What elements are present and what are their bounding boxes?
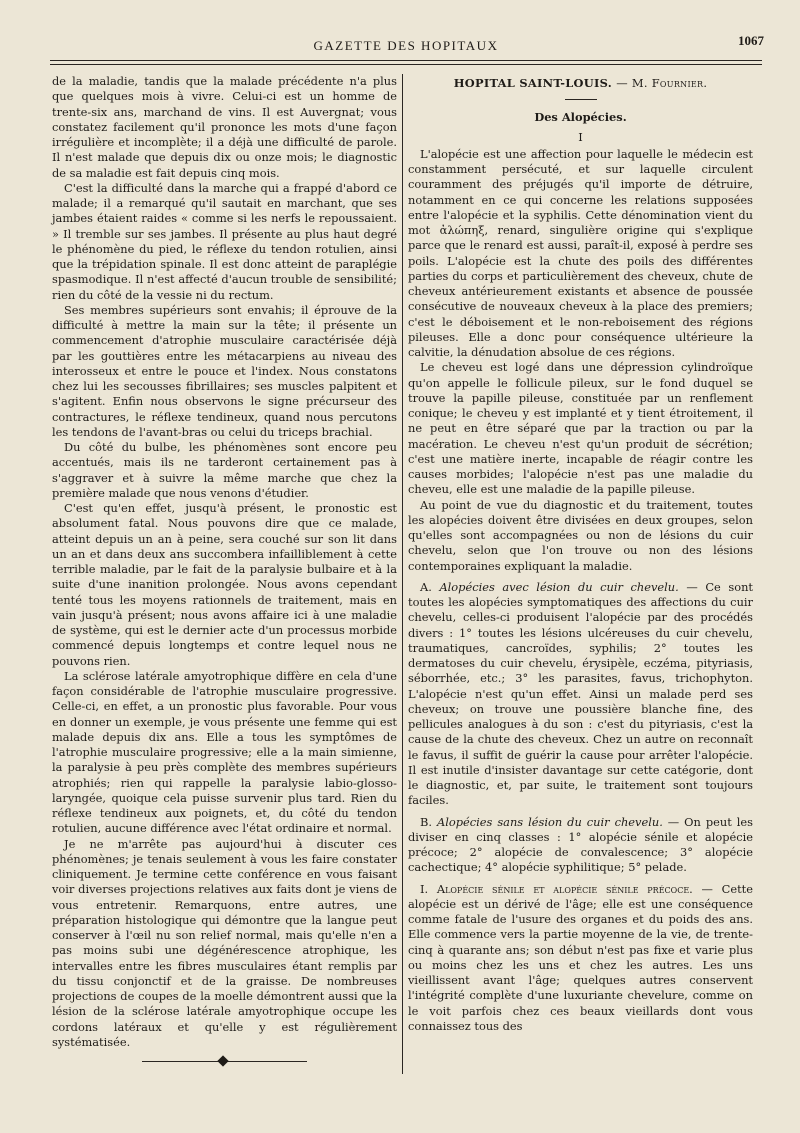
page-header xyxy=(48,30,764,60)
section-i-label: I. Alopécie sénile et alopécie sénile précoce. xyxy=(420,881,693,896)
left-paragraph-2: C'est la difficulté dans la marche qui a frappé d'abord ce malade; il a remarqué qu'il sautait en marchant, que ses jambes étaient raides « comme si les nerfs le repoussaient. » Il tremble sur ses jambes. Il présente au plus haut degré le phénomène du pied, le réflexe du tendon rotulien, ainsi que la trépidation spinale. Il est donc atteint de paraplégie spasmodique. Il n'est affecté d'aucun trouble de sensibilité; rien du côté de la vessie ni du rectum. xyxy=(52,180,397,302)
end-of-article-ornament xyxy=(142,1056,307,1066)
left-paragraph-5: C'est qu'en effet, jusqu'à présent, le pronostic est absolument fatal. Nous pouvons dire que ce malade, atteint depuis un an à peine, sera couché sur son lit dans un an et dans deux ans succombera infailliblement à cette terrible maladie, par le fait de la paralysie bulbaire et à la suite d'une inanition prolongée. Nous avons cependant tenté tous les moyens rationnels de traitement, mais en vain jusqu'à présent; nous avons affaire ici à une maladie de système, qui est le dernier acte d'un processus morbide commencé depuis longtemps et contre lequel nous ne pouvons rien. xyxy=(52,501,397,668)
right-column xyxy=(408,74,753,1034)
section-number: I xyxy=(578,129,583,144)
heading-short-rule xyxy=(565,99,597,100)
right-paragraph-1: L'alopécie est une affection pour laquelle le médecin est constamment persécuté, et sur laquelle circulent couramment des préjugés qu'il importe de détruire, notamment en ce qui concerne les relations supposées entre l'alopécie et la syphilis. Cette dénomination vient du mot ἀλώπηξ, renard, singulière origine qui s'explique parce que le renard est aussi, paraît-il, exposé à perdre ses poils. L'alopécie est la chute des poils des différentes parties du corps et particulièrement des cheveux, chute de cheveux antérieurement existants et absence de poussée consécutive de nouveaux cheveux à la place des premiers; c'est le déboisement et le non-reboisement des régions pileuses. Elle a donc pour conséquence ultérieure la calvitie, la dénudation absolue de ces régions. xyxy=(408,146,753,359)
section-a-label: A. xyxy=(420,579,432,594)
header-rule-thin xyxy=(50,64,762,65)
right-paragraph-3: Au point de vue du diagnostic et du traitement, toutes les alopécies doivent être divisées en deux groupes, selon qu'elles sont accompagnées ou non de lésions du cuir chevelu, selon que l'on trouve ou non des lésions contemporaines expliquant la maladie. xyxy=(408,497,753,573)
section-b-title: Alopécies sans lésion du cuir chevelu. xyxy=(436,814,663,829)
section-b-paragraph xyxy=(408,815,753,876)
hospital-heading xyxy=(408,76,753,91)
section-a-text: — Ce sont toutes les alopécies symptomatiques des affections du cuir chevelu, celles-ci produisent l'alopécie par des procédés divers : 1° toutes les lésions ulcéreuses du cuir chevelu, traumatiques, cancroïdes, syphilis; 2° toutes les dermatoses du cuir chevelu, érysipèle, eczéma, pityriasis, séborrhée, etc.; 3° les parasites, favus, trichophyton. L'alopécie n'est qu'un effet. Ainsi un malade perd ses cheveux; on trouve une poussière blanche fine, des pellicules analogues à du son : c'est du pityriasis, c'est la cause de la chute des cheveux. Chez un autre on reconnaît le favus, il suffit de guérir la cause pour arrêter l'alopécie. Il est inutile d'insister davantage sur cette catégorie, dont le diagnostic, et, par suite, le traitement sont toujours faciles. xyxy=(408,579,753,808)
section-b-label: B. xyxy=(420,814,432,829)
left-column xyxy=(52,74,397,1066)
section-a-paragraph xyxy=(408,580,753,809)
right-paragraph-2: Le cheveu est logé dans une dépression cylindroïque qu'on appelle le follicule pileux, sur le fond duquel se trouve la papille pileuse, constituée par un renflement conique; le cheveu y est implanté et y tient étroitement, il ne peut en être séparé que par la traction ou par la macération. Le cheveu n'est qu'un produit de sécrétion; c'est une matière inerte, incapable de réagir contre les causes morbides; l'alopécie n'est pas une maladie du cheveu, elle est une maladie de la papille pileuse. xyxy=(408,360,753,497)
page-number: 1067 xyxy=(738,33,764,48)
header-rule-thick xyxy=(50,60,762,61)
left-paragraph-3: Ses membres supérieurs sont envahis; il éprouve de la difficulté à mettre la main sur la tête; il présente un commencement d'atrophie musculaire caractérisée déjà par les gouttières entre les métacarpiens au niveau des interosseux et entre le pouce et l'index. Nous constatons chez lui les secousses fibrillaires; ses muscles palpitent et s'agitent. Enfin nous observons le signe précurseur des contractures, le réflexe tendineux, quand nous percutons les tendons de l'avant-bras ou celui du triceps brachial. xyxy=(52,302,397,439)
article-title: Des Alopécies. xyxy=(534,110,627,125)
column-divider xyxy=(402,74,403,1074)
section-i-text: — Cette alopécie est un dérivé de l'âge; elle est une conséquence comme fatale de l'usure des organes et du poids des ans. Elle commence vers la partie moyenne de la vie, de trente-cinq à quarante ans; son début n'est pas fixe et varie plus ou moins chez les uns et chez les autres. Les uns vieillissent avant l'âge; quelques autres conservent l'intégrité complète d'une luxuriante chevelure, comme on le voit parfois chez ces beaux vieillards dont vous connaissez tous des xyxy=(408,881,753,1033)
left-paragraph-6: La sclérose latérale amyotrophique diffère en cela d'une façon considérable de l'atrophie musculaire progressive. Celle-ci, en effet, a un pronostic plus favorable. Pour vous en donner un exemple, je vous présente une femme qui est malade depuis dix ans. Elle a tous les symptômes de l'atrophie musculaire progressive; elle a la main simienne, la paralysie à peu près complète des membres supérieurs atrophiés; rien qui rappelle la paralysie labio-glosso-laryngée, quoique cela puisse survenir plus tard. Rien du réflexe tendineux aux poignets, et, du côté du tendon rotulien, aucune différence avec l'état ordinaire et normal. xyxy=(52,668,397,836)
left-paragraph-4: Du côté du bulbe, les phénomènes sont encore peu accentués, mais ils ne tarderont certainement pas à s'aggraver et à suivre la même marche que chez la première malade que nous venons d'étudier. xyxy=(52,440,397,500)
section-i-paragraph xyxy=(408,882,753,1035)
left-paragraph-1: de la maladie, tandis que la malade précédente n'a plus que quelques mois à vivre. Celui-ci est un homme de trente-six ans, marchand de vins. Il est Auvergnat; vous constatez facilement qu'il prononce les mots d'une façon irrégulière et incomplète; il a déjà une difficulté de parole. Il n'est malade que depuis dix ou onze mois; le diagnostic de sa maladie est fait depuis cinq mois. xyxy=(52,74,397,180)
section-b-text: — On peut les diviser en cinq classes : 1° alopécie sénile et alopécie précoce; 2° alopécie de convalescence; 3° alopécie cachectique; 4° alopécie syphilitique; 5° pelade. xyxy=(408,814,753,875)
ornament-diamond-icon xyxy=(217,1055,228,1066)
left-paragraph-7: Je ne m'arrête pas aujourd'hui à discuter ces phénomènes; je tenais seulement à vous les faire constater cliniquement. Je termine cette conférence en vous faisant voir diverses projections relatives aux faits dont je viens de vous entretenir. Remarquons, entre autres, une préparation histologique qui démontre que la langue peut conserver à l'œil nu son relief normal, mais qu'elle n'en a pas moins subi une dégénérescence atrophique, les intervalles entre les fibres musculaires étant remplis par du tissu conjonctif et de la graisse. De nombreuses projections de coupes de la moelle démontrent aussi que la lésion de la sclérose latérale amyotrophique occupe les cordons latéraux et qu'elle y est régulièrement systématisée. xyxy=(52,836,397,1049)
doctor-name: — M. Fournier. xyxy=(616,76,708,90)
hospital-name: HOPITAL SAINT-LOUIS. xyxy=(453,76,613,90)
journal-title: GAZETTE DES HOPITAUX xyxy=(313,38,499,53)
section-a-title: Alopécies avec lésion du cuir chevelu. xyxy=(439,579,679,594)
